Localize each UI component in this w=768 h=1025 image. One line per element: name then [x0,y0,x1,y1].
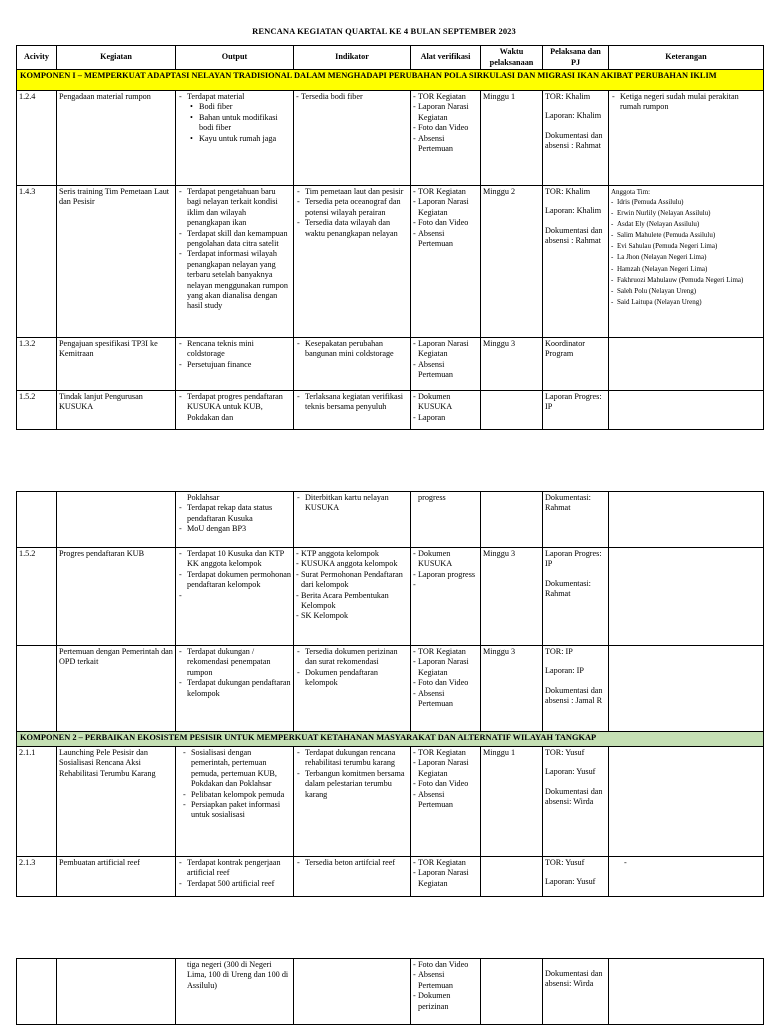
output-item: - Terdapat dukungan pendaftaran kelompok [178,678,291,699]
pj-line: TOR: Yusuf [545,748,585,757]
pj-line: Dokumentasi dan absensi: Wirda [545,786,603,807]
pj-cell [543,186,609,338]
table-row [17,391,764,430]
pj-line: TOR: Khalim [545,187,591,196]
waktu-cell [481,857,543,897]
pj-line: Dokumentasi dan absensi : Jamal R [545,685,603,706]
plan-table-page-3 [16,958,764,1025]
team-member: - Erwin Nurlily (Nelayan Assilulu) [611,208,761,219]
indikator-item: - Diterbitkan kartu nelayan KUSUKA [296,493,408,514]
activity-code: 2.1.3 [17,857,57,897]
alat-item: - Foto dan Video [413,218,478,228]
output-item: - Terdapat 500 artificial reef [178,879,291,889]
komponen-1-title: KOMPONEN I – MEMPERKUAT ADAPTASI NELAYAN TRADISIONAL DALAM MENGHADAPI PERUBAHAN POLA SIRKULASI DAN MIGRASI IKAN AKIBAT PERUBAHAN IKLIM [17,70,764,91]
output-bullet: • Bodi fiber [178,102,291,112]
keterangan-item: - Ketiga negeri sudah mulai perakitan rumah rumpon [611,92,761,113]
keterangan-cell [609,91,764,186]
pj-cell [543,747,609,857]
indikator-item: - Terbangun komitmen bersama dalam pelestarian terumbu karang [296,769,408,800]
waktu-cell [481,492,543,548]
col-header-pelaksana: Pelaksana dan PJ [543,46,609,70]
indikator-item: - Tersedia data wilayah dan waktu penangkapan nelayan [296,218,408,239]
keterangan-cell [609,338,764,391]
keterangan-item: - [624,858,627,867]
alat-item: - Foto dan Video [413,779,478,789]
indikator-cell [294,91,411,186]
team-member: - La Jhon (Nelayan Negeri Lima) [611,252,761,263]
alat-item: - Foto dan Video [413,678,478,688]
indikator-cell [294,959,411,1025]
pj-cell: Laporan Progres: IP [543,391,609,430]
team-member: - Fakhruozi Mahulauw (Pemuda Negeri Lima) [611,275,761,286]
table-row [17,959,764,1025]
team-member: - Said Laitupa (Nelayan Ureng) [611,297,761,308]
alat-cell [411,548,481,646]
keterangan-cell [609,646,764,732]
alat-cell [411,186,481,338]
indikator-item: - Tersedia peta oceanograf dan potensi wilayah perairan [296,197,408,218]
alat-item: - Laporan Narasi Kegiatan [413,102,478,123]
pj-cell: Koordinator Program [543,338,609,391]
alat-item: - Absensi Pertemuan [413,790,478,811]
alat-cell [411,646,481,732]
kegiatan-cell: Pengadaan material rumpon [57,91,176,186]
keterangan-cell [609,747,764,857]
alat-item: progress [418,493,446,502]
indikator-item: - Dokumen pendaftaran kelompok [296,668,408,689]
page-title: RENCANA KEGIATAN QUARTAL KE 4 BULAN SEPTEMBER 2023 [252,26,516,36]
output-cell [176,857,294,897]
output-cell [176,186,294,338]
col-header-kegiatan: Kegiatan [57,46,176,70]
team-member: - Saleh Polu (Nelayan Ureng) [611,286,761,297]
alat-item: - Dokumen KUSUKA [413,549,478,570]
alat-cell [411,338,481,391]
indikator-cell [294,857,411,897]
alat-item: - Laporan progress [413,570,478,580]
table-row [17,548,764,646]
pj-line: Dokumentasi dan absensi : Rahmat [545,130,603,151]
waktu-cell: Minggu 3 [481,338,543,391]
pj-cell [543,548,609,646]
indikator-item: - Surat Permohonan Pendaftaran dari kelompok [296,570,408,591]
alat-item: - TOR Kegiatan [413,92,478,102]
output-item: - Terdapat skill dan kemampuan pengolahan data citra satelit [178,229,291,250]
output-item: tiga negeri (300 di Negeri Lima, 100 di Ureng dan 100 di Assilulu) [187,960,289,990]
kegiatan-cell: Pembuatan artificial reef [57,857,176,897]
activity-code [17,492,57,548]
output-item: - Pelibatan kelompok pemuda [182,790,291,800]
alat-item: - Foto dan Video [413,123,478,133]
activity-code: 1.3.2 [17,338,57,391]
pj-line: Laporan: IP [545,666,584,676]
table-row [17,646,764,732]
indikator-item: - KTP anggota kelompok [296,549,408,559]
waktu-cell: Minggu 1 [481,91,543,186]
team-member: - Salim Mahulete (Pemuda Assilulu) [611,230,761,241]
output-item: - Terdapat dokumen permohonan pendaftaran kelompok [178,570,291,591]
indikator-cell [294,492,411,548]
indikator-cell [294,646,411,732]
waktu-cell: Minggu 3 [481,548,543,646]
alat-item: - Laporan Narasi Kegiatan [413,868,478,889]
plan-table-page-1 [16,45,764,430]
output-cell [176,91,294,186]
waktu-cell [481,959,543,1025]
indikator-cell [294,391,411,430]
output-item: - MoU dengan BP3 [178,524,291,534]
table-row [17,492,764,548]
team-title: Anggota Tim: [611,188,651,196]
output-item: - Terdapat progres pendaftaran KUSUKA untuk KUB, Pokdakan dan [178,392,291,423]
output-item: - Persetujuan finance [178,360,291,370]
kegiatan-cell: Pertemuan dengan Pemerintah dan OPD terkait [57,646,176,732]
output-cell [176,492,294,548]
indikator-cell [294,338,411,391]
col-header-alat-verifikasi: Alat verifikasi [411,46,481,70]
alat-item: - Absensi Pertemuan [413,970,478,991]
pj-line: Laporan: Yusuf [545,767,596,777]
output-item: - Terdapat kontrak pengerjaan artificial reef [178,858,291,879]
table-row [17,186,764,338]
keterangan-cell [609,186,764,338]
komponen-2-title: KOMPONEN 2 – PERBAIKAN EKOSISTEM PESISIR UNTUK MEMPERKUAT KETAHANAN MASYARAKAT DAN ALTERNATIF WILAYAH TANGKAP [17,732,764,747]
col-header-waktu: Waktu pelaksanaan [481,46,543,70]
keterangan-cell [609,959,764,1025]
output-cell [176,646,294,732]
col-header-output: Output [176,46,294,70]
waktu-cell: Minggu 1 [481,747,543,857]
waktu-cell: Minggu 2 [481,186,543,338]
indikator-item: - Tersedia bodi fiber [296,92,408,102]
alat-item: - TOR Kegiatan [413,858,478,868]
pj-line: Laporan: Khalim [545,206,602,216]
pj-cell [543,91,609,186]
indikator-item: - Terdapat dukungan rencana rehabilitasi terumbu karang [296,748,408,769]
col-header-activity: Acivity [17,46,57,70]
indikator-item: - Kesepakatan perubahan bangunan mini coldstorage [296,339,408,360]
output-cell [176,338,294,391]
kegiatan-cell: Launching Pele Pesisir dan Sosialisasi Rencana Aksi Rehabilitasi Terumbu Karang [57,747,176,857]
alat-cell [411,492,481,548]
indikator-item: - KUSUKA anggota kelompok [296,559,408,569]
komponen-1-row [17,70,764,91]
alat-cell [411,857,481,897]
output-cell [176,548,294,646]
alat-item: - Laporan [413,413,478,423]
pj-line: Dokumentasi dan absensi : Rahmat [545,225,603,246]
output-cell [176,747,294,857]
output-item: Poklahsar [187,493,220,502]
pj-line: Laporan: Khalim [545,111,602,121]
output-cell [176,959,294,1025]
alat-item: - TOR Kegiatan [413,187,478,197]
keterangan-cell [609,492,764,548]
waktu-cell: Minggu 3 [481,646,543,732]
output-item: - Terdapat rekap data status pendaftaran Kusuka [178,503,291,524]
kegiatan-cell [57,959,176,1025]
pj-line: Laporan: Yusuf [545,877,596,887]
alat-item: - Absensi Pertemuan [413,360,478,381]
table-row [17,747,764,857]
pj-line: TOR: Khalim [545,92,591,101]
output-bullet: • Bahan untuk modifikasi bodi fiber [178,113,291,134]
team-member: - Idris (Pemuda Assilulu) [611,197,761,208]
alat-item: - Absensi Pertemuan [413,229,478,250]
plan-table-page-2 [16,491,764,897]
pj-cell [543,857,609,897]
indikator-item: - Tersedia beton artifcial reef [296,858,408,868]
output-item: - Terdapat material [178,92,291,102]
kegiatan-cell [57,492,176,548]
col-header-indikator: Indikator [294,46,411,70]
indikator-cell [294,747,411,857]
team-member: - Hamzah (Nelayan Negeri Lima) [611,264,761,275]
activity-code [17,646,57,732]
indikator-cell [294,548,411,646]
alat-item: - Laporan Narasi Kegiatan [413,657,478,678]
output-item: - Persiapkan paket informasi untuk sosialisasi [182,800,291,821]
alat-item: - Dokumen KUSUKA [413,392,478,413]
team-member: - Evi Sahulau (Pemuda Negeri Lima) [611,241,761,252]
alat-item: - Laporan Narasi Kegiatan [413,339,478,360]
alat-item: - TOR Kegiatan [413,647,478,657]
col-header-keterangan: Keterangan [609,46,764,70]
alat-cell [411,391,481,430]
alat-cell [411,91,481,186]
activity-code: 1.5.2 [17,548,57,646]
team-member: - Asdat Ely (Nelayan Assilulu) [611,219,761,230]
indikator-item: - Terlaksana kegiatan verifikasi teknis bersama penyuluh [296,392,408,413]
pj-line: Laporan Progres: IP [545,549,602,569]
pj-cell [543,646,609,732]
activity-code: 1.2.4 [17,91,57,186]
pj-cell [543,959,609,1025]
keterangan-cell [609,548,764,646]
kegiatan-cell: Tindak lanjut Pengurusan KUSUKA [57,391,176,430]
indikator-item: - Berita Acara Pembentukan Kelompok [296,591,408,612]
activity-code [17,959,57,1025]
output-item: - Sosialisasi dengan pemerintah, pertemuan pemuda, pertemuan KUB, Pokdakan dan Poklahsar [182,748,291,790]
kegiatan-cell: Seris training Tim Pemetaan Laut dan Pesisir [57,186,176,338]
output-item: - Terdapat dukungan / rekomendasi penempatan rumpon [178,647,291,678]
table-row [17,91,764,186]
activity-code: 2.1.1 [17,747,57,857]
pj-line: TOR: IP [545,647,573,656]
kegiatan-cell: Pengajuan spesifikasi TP3I ke Kemitraan [57,338,176,391]
pj-line: TOR: Yusuf [545,858,585,867]
table-row [17,857,764,897]
indikator-item: - Tim pemetaan laut dan pesisir [296,187,408,197]
output-cell [176,391,294,430]
output-item: - Rencana teknis mini coldstorage [178,339,291,360]
alat-item: - Foto dan Video [413,960,478,970]
header-row [17,46,764,70]
activity-code: 1.4.3 [17,186,57,338]
alat-item: - Absensi Pertemuan [413,689,478,710]
activity-code: 1.5.2 [17,391,57,430]
alat-item: - TOR Kegiatan [413,748,478,758]
alat-item: - Laporan Narasi Kegiatan [413,758,478,779]
pj-line: Dokumentasi: Rahmat [545,578,591,599]
output-bullet: • Kayu untuk rumah jaga [178,134,291,144]
waktu-cell [481,391,543,430]
indikator-item: - Tersedia dokumen perizinan dan surat rekomendasi [296,647,408,668]
indikator-cell [294,186,411,338]
komponen-2-row [17,732,764,747]
alat-item: - Dokumen perizinan [413,991,478,1012]
alat-cell [411,747,481,857]
indikator-item: - SK Kelompok [296,611,408,621]
alat-item: - Laporan Narasi Kegiatan [413,197,478,218]
alat-cell [411,959,481,1025]
output-item: - Terdapat pengetahuan baru bagi nelayan terkait kondisi iklim dan wilayah penangkapan ikan [178,187,291,229]
pj-cell: Dokumentasi: Rahmat [543,492,609,548]
keterangan-cell [609,857,764,897]
output-item: - Terdapat informasi wilayah penangkapan nelayan yang terbaru setelah banyaknya nelayan menggunakan rumpon yang akan dianalisa dengan hasil study [178,249,291,311]
kegiatan-cell: Progres pendaftaran KUB [57,548,176,646]
keterangan-cell [609,391,764,430]
pj-line: Dokumentasi dan absensi: Wirda [545,969,603,989]
alat-item: - Absensi Pertemuan [413,134,478,155]
output-item: - Terdapat 10 Kusuka dan KTP KK anggota kelompok [178,549,291,570]
table-row [17,338,764,391]
